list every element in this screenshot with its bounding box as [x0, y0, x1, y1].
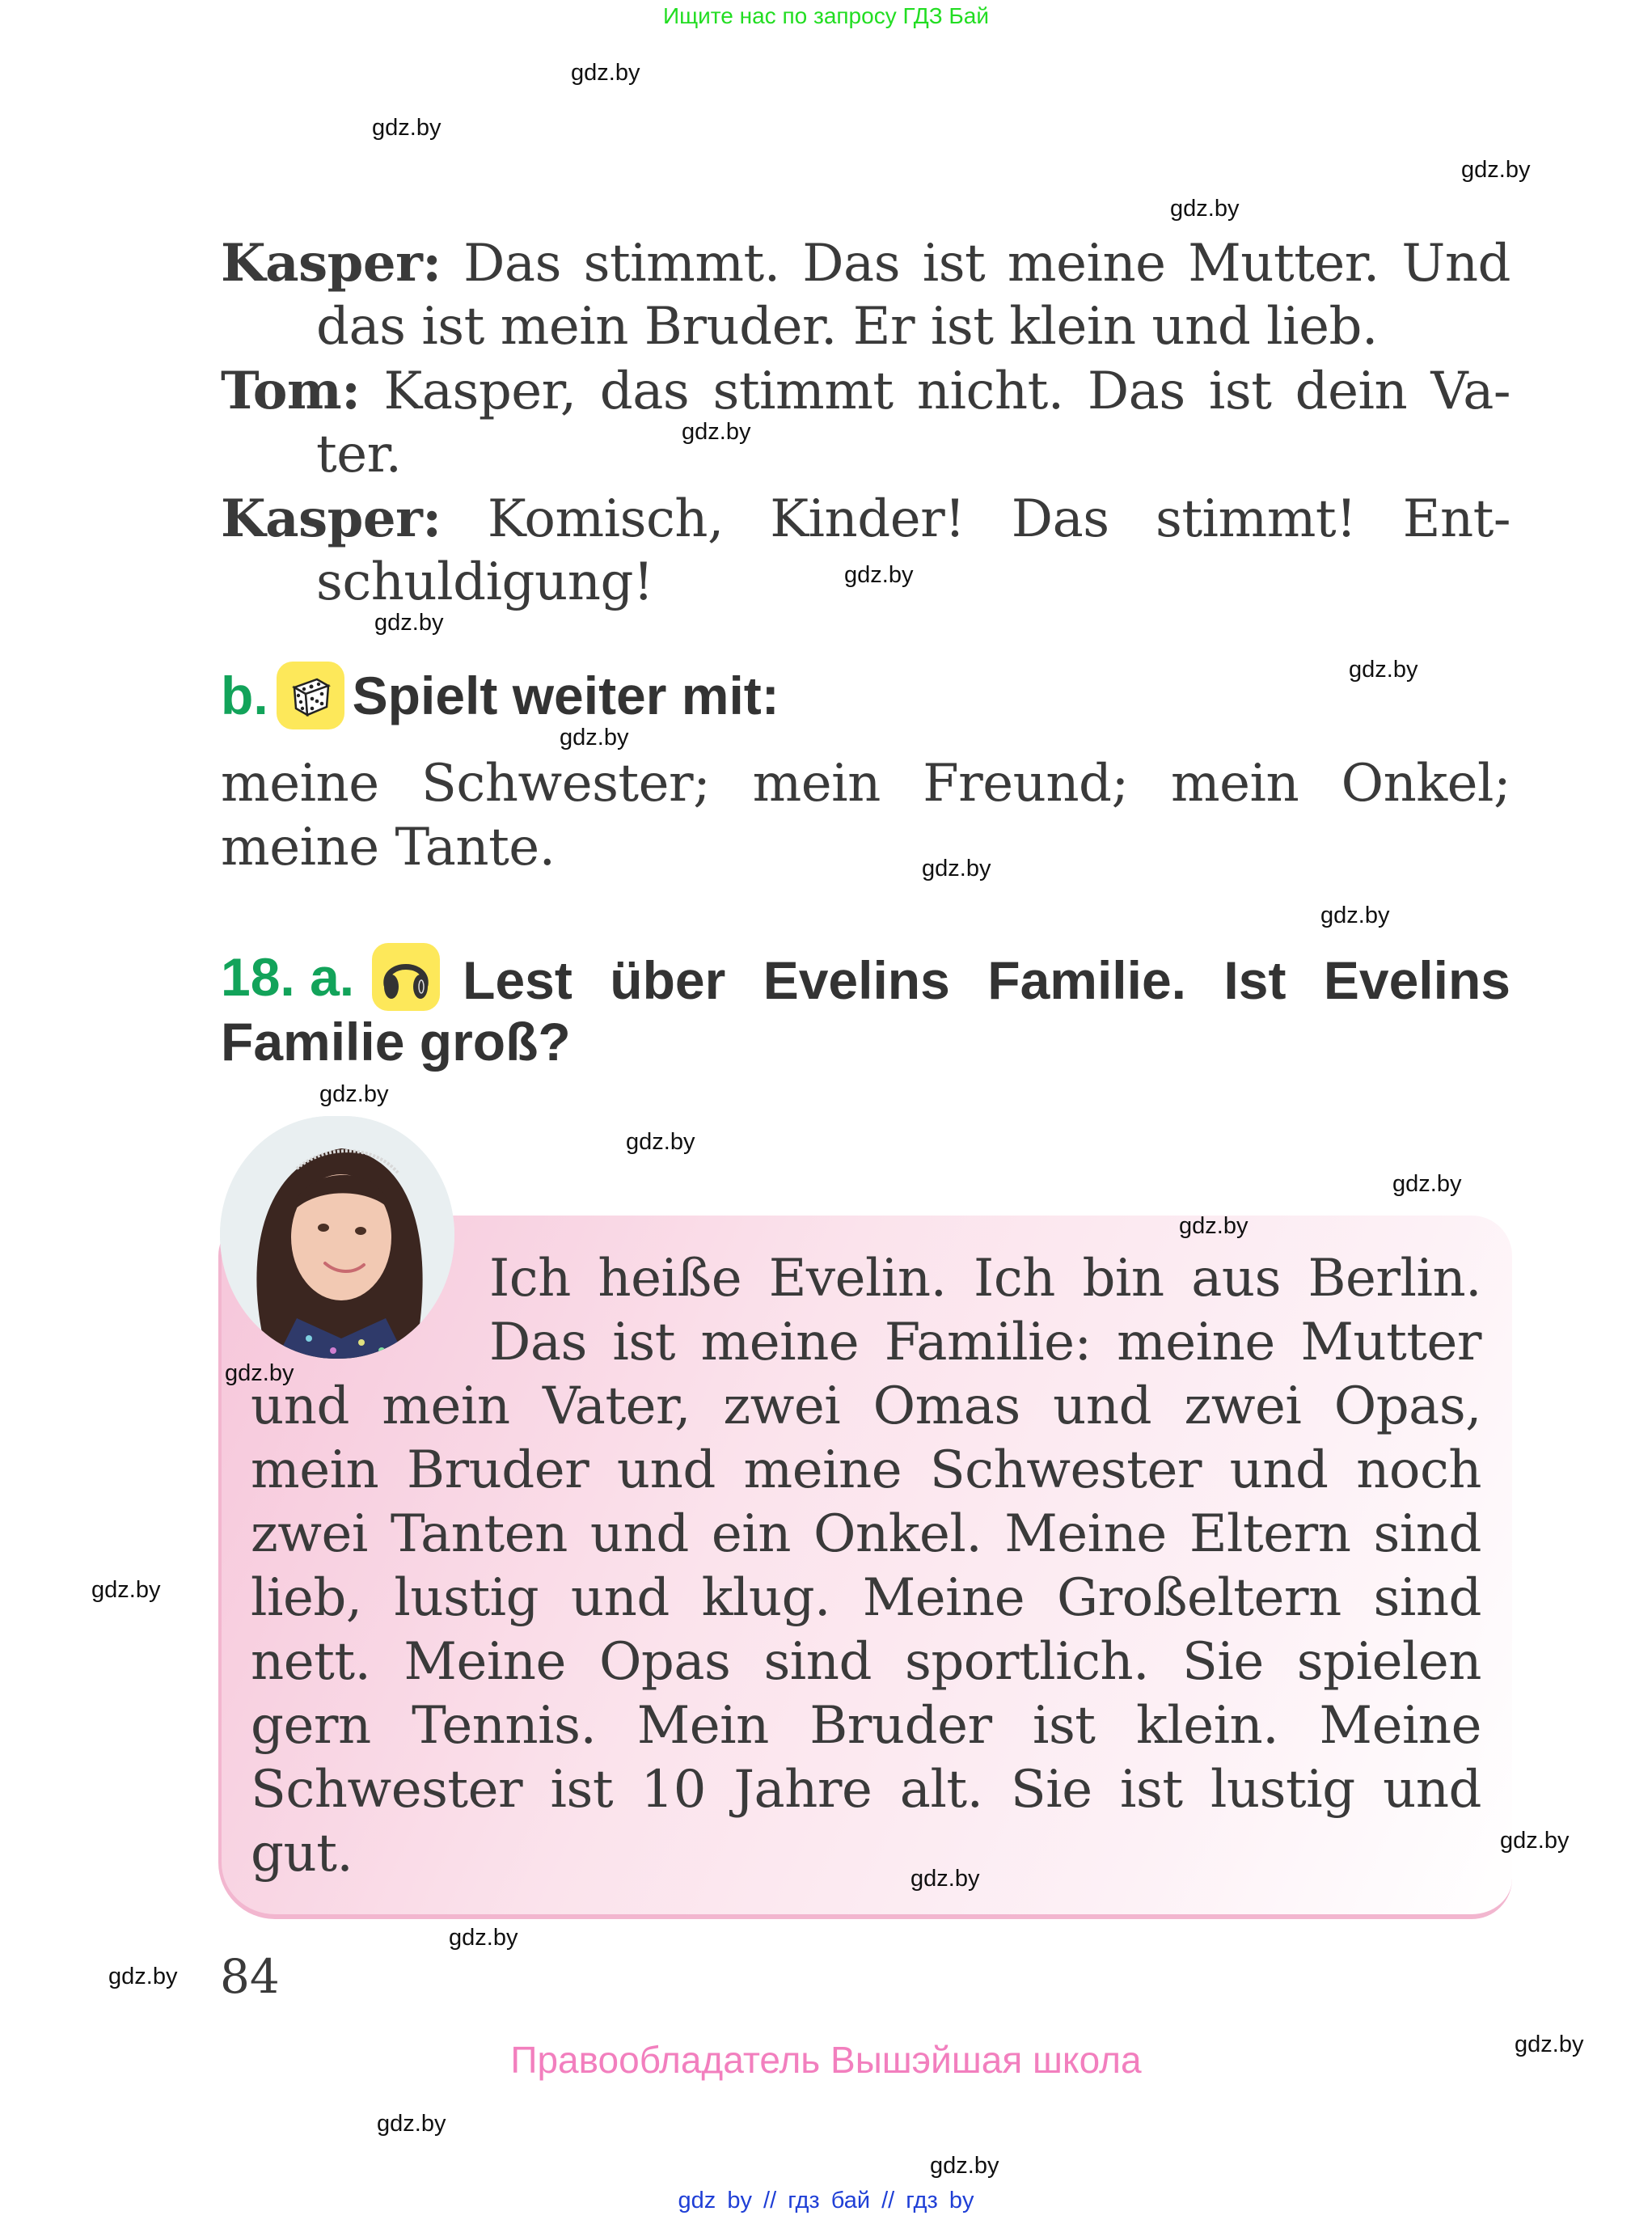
dialogue-text: Das stimmt. Das ist meine Mutter. Und: [441, 234, 1510, 294]
reading-line: gut.: [251, 1824, 353, 1884]
task-number-group: [221, 945, 448, 1016]
watermark: gdz.by: [374, 610, 444, 636]
headphones-icon: [372, 943, 440, 1011]
dialogue-line-2-cont: ter.: [316, 425, 402, 484]
reading-line: mein Bruder und meine Schwester und noch: [251, 1440, 1481, 1500]
reading-line: und mein Vater, zwei Omas und zwei Opas,: [251, 1376, 1481, 1436]
speaker-name: Kasper:: [221, 233, 442, 294]
task-b-heading: [221, 663, 780, 734]
reading-line: Das ist meine Familie: meine Mutter: [489, 1313, 1481, 1372]
task-title: Lest über Evelins Familie. Ist Evelins: [463, 949, 1510, 1010]
speaker-name: Tom:: [221, 361, 361, 421]
task-b-options-line-1: meine Schwester; mein Freund; mein Onkel;: [221, 754, 1510, 814]
dialogue-text: Komisch, Kinder! Das stimmt! Ent-: [441, 489, 1510, 549]
task-18-heading-cont: Familie groß?: [221, 1012, 571, 1072]
reading-line: zwei Tanten und ein Onkel. Meine Eltern sind: [251, 1504, 1481, 1564]
watermark: gdz.by: [1461, 157, 1531, 183]
watermark: gdz.by: [930, 2153, 999, 2179]
watermark: gdz.by: [1170, 196, 1240, 222]
dialogue-line-1-cont: das ist mein Bruder. Er ist klein und lieb.: [316, 297, 1378, 357]
dice-icon: [277, 662, 344, 729]
watermark: gdz.by: [1179, 1213, 1249, 1239]
reading-line: lieb, lustig und klug. Meine Großeltern sind: [251, 1568, 1481, 1628]
task-number: 18.: [221, 947, 295, 1007]
girl-portrait: [220, 1116, 454, 1359]
dialogue-text: Kasper, das stimmt nicht. Das ist dein Va-: [360, 362, 1510, 421]
watermark: gdz.by: [1392, 1171, 1462, 1197]
task-label: b.: [221, 666, 268, 725]
watermark: gdz.by: [377, 2111, 446, 2137]
watermark: gdz.by: [1349, 657, 1418, 683]
reading-line: gern Tennis. Mein Bruder ist klein. Meine: [251, 1696, 1481, 1756]
watermark: gdz.by: [844, 562, 914, 588]
watermark: gdz.by: [372, 115, 442, 141]
reading-line: Ich heiße Evelin. Ich bin aus Berlin.: [489, 1249, 1481, 1309]
task-title: Spielt weiter mit:: [352, 666, 780, 725]
footer-links[interactable]: gdz by // гдз бай // гдз by: [678, 2188, 974, 2213]
watermark: gdz.by: [1320, 903, 1390, 928]
task-b-options-line-2: meine Tante.: [221, 818, 556, 877]
watermark: gdz.by: [682, 419, 751, 445]
reading-line: nett. Meine Opas sind sportlich. Sie spielen: [251, 1632, 1481, 1692]
watermark: gdz.by: [571, 60, 640, 86]
page-number: 84: [220, 1949, 280, 2004]
reading-line: Schwester ist 10 Jahre alt. Sie ist lustig und: [251, 1760, 1481, 1820]
dialogue-line-2: [221, 359, 1510, 424]
watermark: gdz.by: [626, 1129, 695, 1155]
watermark: gdz.by: [319, 1081, 389, 1107]
watermark: gdz.by: [1500, 1828, 1570, 1854]
watermark: gdz.by: [911, 1866, 980, 1892]
copyright-notice: Правообладатель Вышэйшая школа: [510, 2039, 1142, 2081]
task-18-heading: [221, 945, 1510, 1016]
dialogue-line-1: [221, 231, 1510, 296]
watermark: gdz.by: [1515, 2032, 1584, 2057]
watermark: gdz.by: [449, 1925, 518, 1951]
watermark: gdz.by: [108, 1964, 178, 1989]
watermark: gdz.by: [922, 856, 991, 882]
watermark: gdz.by: [560, 725, 629, 750]
watermark: gdz.by: [225, 1360, 294, 1386]
task-label: a.: [310, 947, 355, 1007]
watermark: gdz.by: [91, 1577, 161, 1603]
search-banner: Ищите нас по запросу ГДЗ Бай: [662, 3, 990, 28]
dialogue-line-3-cont: schuldigung!: [316, 552, 654, 612]
speaker-name: Kasper:: [221, 488, 442, 549]
dialogue-line-3: [221, 487, 1510, 552]
